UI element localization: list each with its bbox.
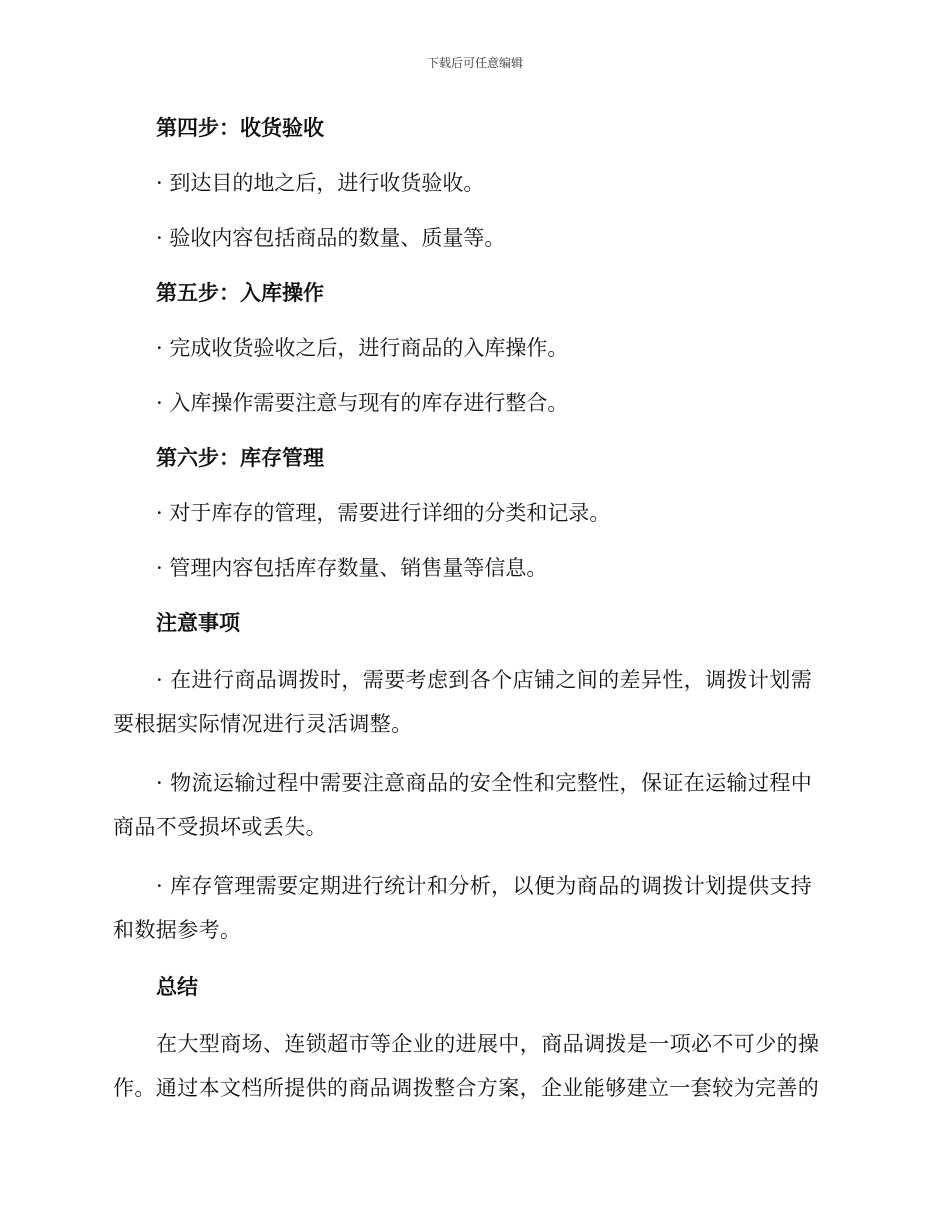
- step4-item-2: · 验收内容包括商品的数量、质量等。: [156, 226, 506, 250]
- step5-item-2: · 入库操作需要注意与现有的库存进行整合。: [156, 391, 569, 415]
- step6-item-1: · 对于库存的管理，需要进行详细的分类和记录。: [156, 501, 611, 525]
- step5-item-1: · 完成收货验收之后，进行商品的入库操作。: [156, 336, 569, 360]
- step6-item-2: · 管理内容包括库存数量、销售量等信息。: [156, 556, 548, 580]
- heading-step4: 第四步：收货验收: [156, 116, 324, 140]
- notes-item-1: · 在进行商品调拨时，需要考虑到各个店铺之间的差异性，调拨计划需要根据实际情况进行灵活调整。: [113, 668, 813, 736]
- step4-item-1: · 到达目的地之后，进行收货验收。: [156, 171, 485, 195]
- heading-step5: 第五步：入库操作: [156, 281, 324, 305]
- page-header: 下载后可任意编辑: [426, 56, 523, 70]
- notes-item-2: · 物流运输过程中需要注意商品的安全性和完整性，保证在运输过程中商品不受损坏或丢失。: [113, 771, 813, 839]
- document-body: [113, 108, 833, 1125]
- heading-step6: 第六步：库存管理: [156, 446, 324, 470]
- heading-summary: 总结: [156, 975, 198, 999]
- notes-item-3: · 库存管理需要定期进行统计和分析，以便为商品的调拨计划提供支持和数据参考。: [113, 874, 813, 942]
- summary-paragraph: 在大型商场、连锁超市等企业的进展中，商品调拨是一项必不可少的操作。通过本文档所提供的商品调拨整合方案，企业能够建立一套较为完善的: [113, 1032, 820, 1100]
- heading-notes: 注意事项: [156, 611, 240, 635]
